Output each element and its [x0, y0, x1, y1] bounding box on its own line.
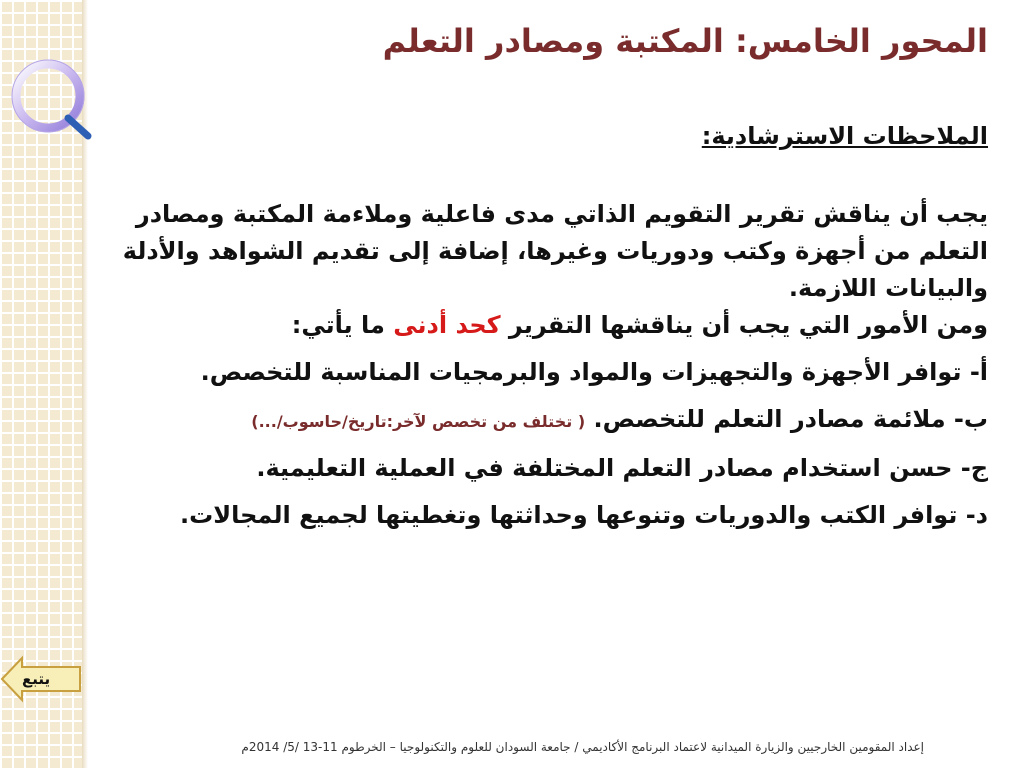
- slide-content: [88, 118, 988, 534]
- guidance-heading: الملاحظات الاسترشادية:: [701, 122, 988, 150]
- intro-before: ومن الأمور التي يجب أن يناقشها التقرير: [500, 311, 988, 339]
- item-c: ج- حسن استخدام مصادر التعلم المختلفة في العملية التعليمية.: [256, 454, 988, 482]
- magnifier-q-logo-icon: [8, 56, 98, 146]
- item-b-main: ب- ملائمة مصادر التعلم للتخصص.: [593, 405, 988, 433]
- item-d: د- توافر الكتب والدوريات وتنوعها وحداثتها وتغطيتها لجميع المجالات.: [180, 501, 988, 529]
- intro-line: [88, 307, 988, 344]
- item-b-note: ( تختلف من تخصص لآخر:تاريخ/حاسوب/...): [251, 412, 586, 431]
- next-label: يتبع: [22, 670, 51, 688]
- footer-text: إعداد المقومين الخارجيين والزيارة الميدانية لاعتماد البرنامج الأكاديمي / جامعة السودان للعلوم والتكنولوجيا – الخرطوم 11-13 /5/ 2014م: [241, 740, 924, 754]
- next-button[interactable]: [0, 654, 84, 704]
- intro-highlight: كحد أدنى: [393, 311, 501, 339]
- guidance-paragraph: يجب أن يناقش تقرير التقويم الذاتي مدى فاعلية وملاءمة المكتبة ومصادر التعلم من أجهزة وكتب ودوريات وغيرها، إضافة إلى تقديم الشواهد والأدلة والبيانات اللازمة.: [122, 200, 988, 302]
- item-a: أ- توافر الأجهزة والتجهيزات والمواد والبرمجيات المناسبة للتخصص.: [200, 358, 988, 386]
- item-b: [88, 401, 988, 440]
- slide-title: المحور الخامس: المكتبة ومصادر التعلم: [382, 22, 988, 60]
- intro-after: ما يأتي:: [291, 311, 394, 339]
